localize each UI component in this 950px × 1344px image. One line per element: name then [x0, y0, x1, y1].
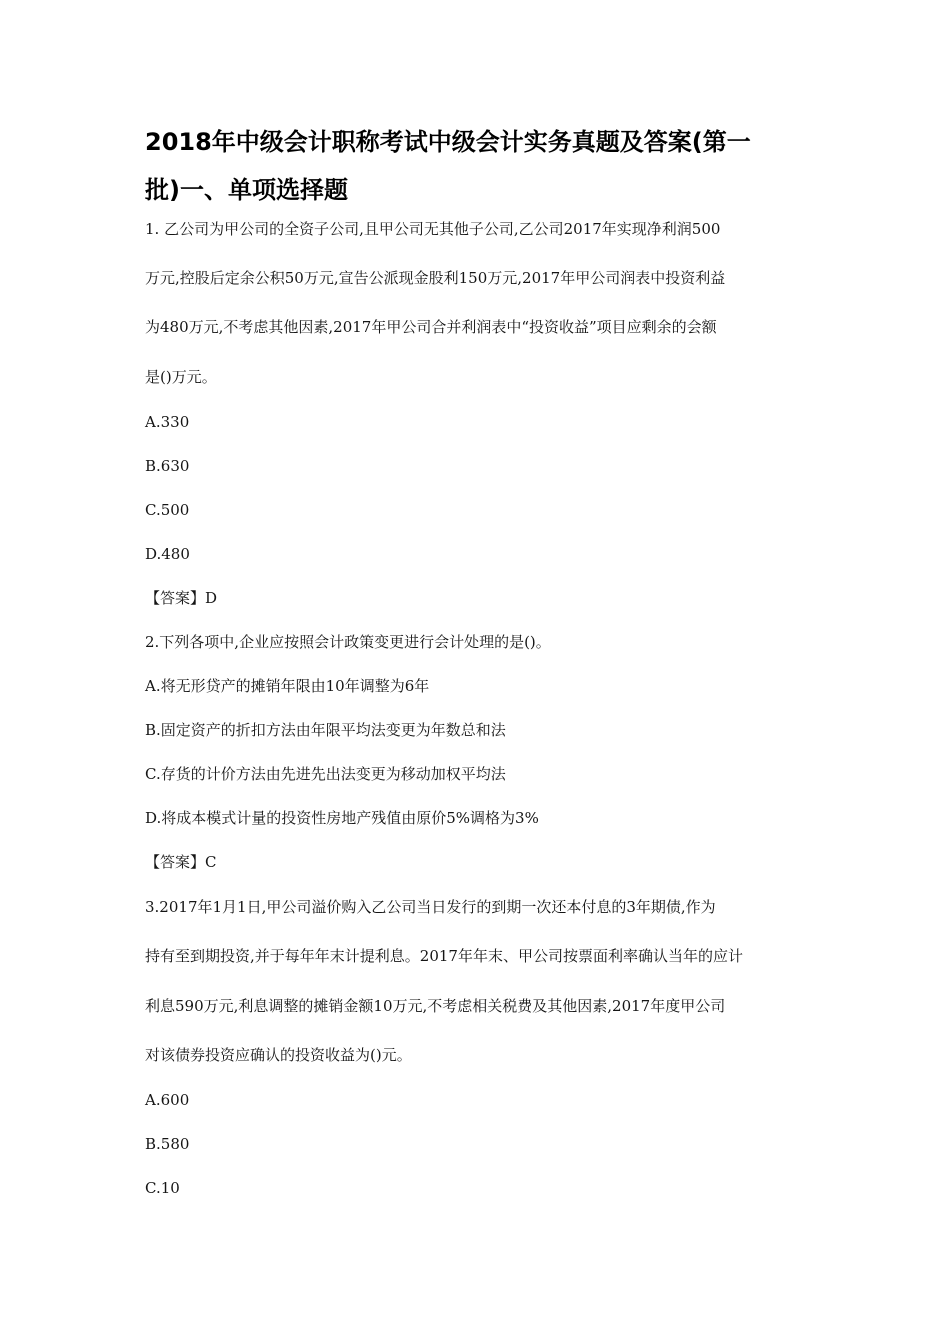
- question-3-option-b: B.580: [145, 1135, 190, 1153]
- question-1-answer: 【答案】D: [145, 589, 218, 607]
- question-2-option-b: B.固定资产的折扣方法由年限平均法变更为年数总和法: [145, 721, 506, 739]
- question-1-text-line-2: 万元,控股后定余公积50万元,宣告公派现金股利150万元,2017年甲公司润表中投资利益: [145, 269, 726, 287]
- question-2-option-d: D.将成本模式计量的投资性房地产残值由原价5%调格为3%: [145, 809, 539, 827]
- document-title-line-2: 批)一、单项选择题: [145, 176, 348, 204]
- question-1-text-line-1: 1. 乙公司为甲公司的全资子公司,且甲公司无其他子公司,乙公司2017年实现净利润500: [145, 220, 721, 238]
- question-3-text-line-2: 持有至到期投资,并于每年年末计提利息。2017年年末、甲公司按票面利率确认当年的应计: [145, 947, 743, 965]
- question-1-text-line-4: 是()万元。: [145, 368, 217, 386]
- question-1-option-c: C.500: [145, 501, 190, 519]
- question-3-text-line-3: 利息590万元,利息调整的摊销金额10万元,不考虑相关税费及其他因素,2017年度甲公司: [145, 997, 726, 1015]
- question-3-text-line-4: 对该债券投资应确认的投资收益为()元。: [145, 1046, 412, 1064]
- question-2-option-a: A.将无形贷产的摊销年限由10年调整为6年: [145, 677, 430, 695]
- question-1-text-line-3: 为480万元,不考虑其他因素,2017年甲公司合并利润表中“投资收益”项目应剩余的会额: [145, 318, 717, 336]
- document-title-line-1: 2018年中级会计职称考试中级会计实务真题及答案(第一: [145, 128, 751, 156]
- question-3-option-a: A.600: [145, 1091, 190, 1109]
- question-1-option-a: A.330: [145, 413, 190, 431]
- question-3-text-line-1: 3.2017年1月1日,甲公司溢价购入乙公司当日发行的到期一次还本付息的3年期债,作为: [145, 898, 716, 916]
- question-2-answer: 【答案】C: [145, 853, 217, 871]
- question-3-option-c: C.10: [145, 1179, 180, 1197]
- question-2-option-c: C.存货的计价方法由先进先出法变更为移动加权平均法: [145, 765, 506, 783]
- question-1-option-b: B.630: [145, 457, 190, 475]
- question-2-text: 2.下列各项中,企业应按照会计政策变更进行会计处理的是()。: [145, 633, 551, 651]
- question-1-option-d: D.480: [145, 545, 190, 563]
